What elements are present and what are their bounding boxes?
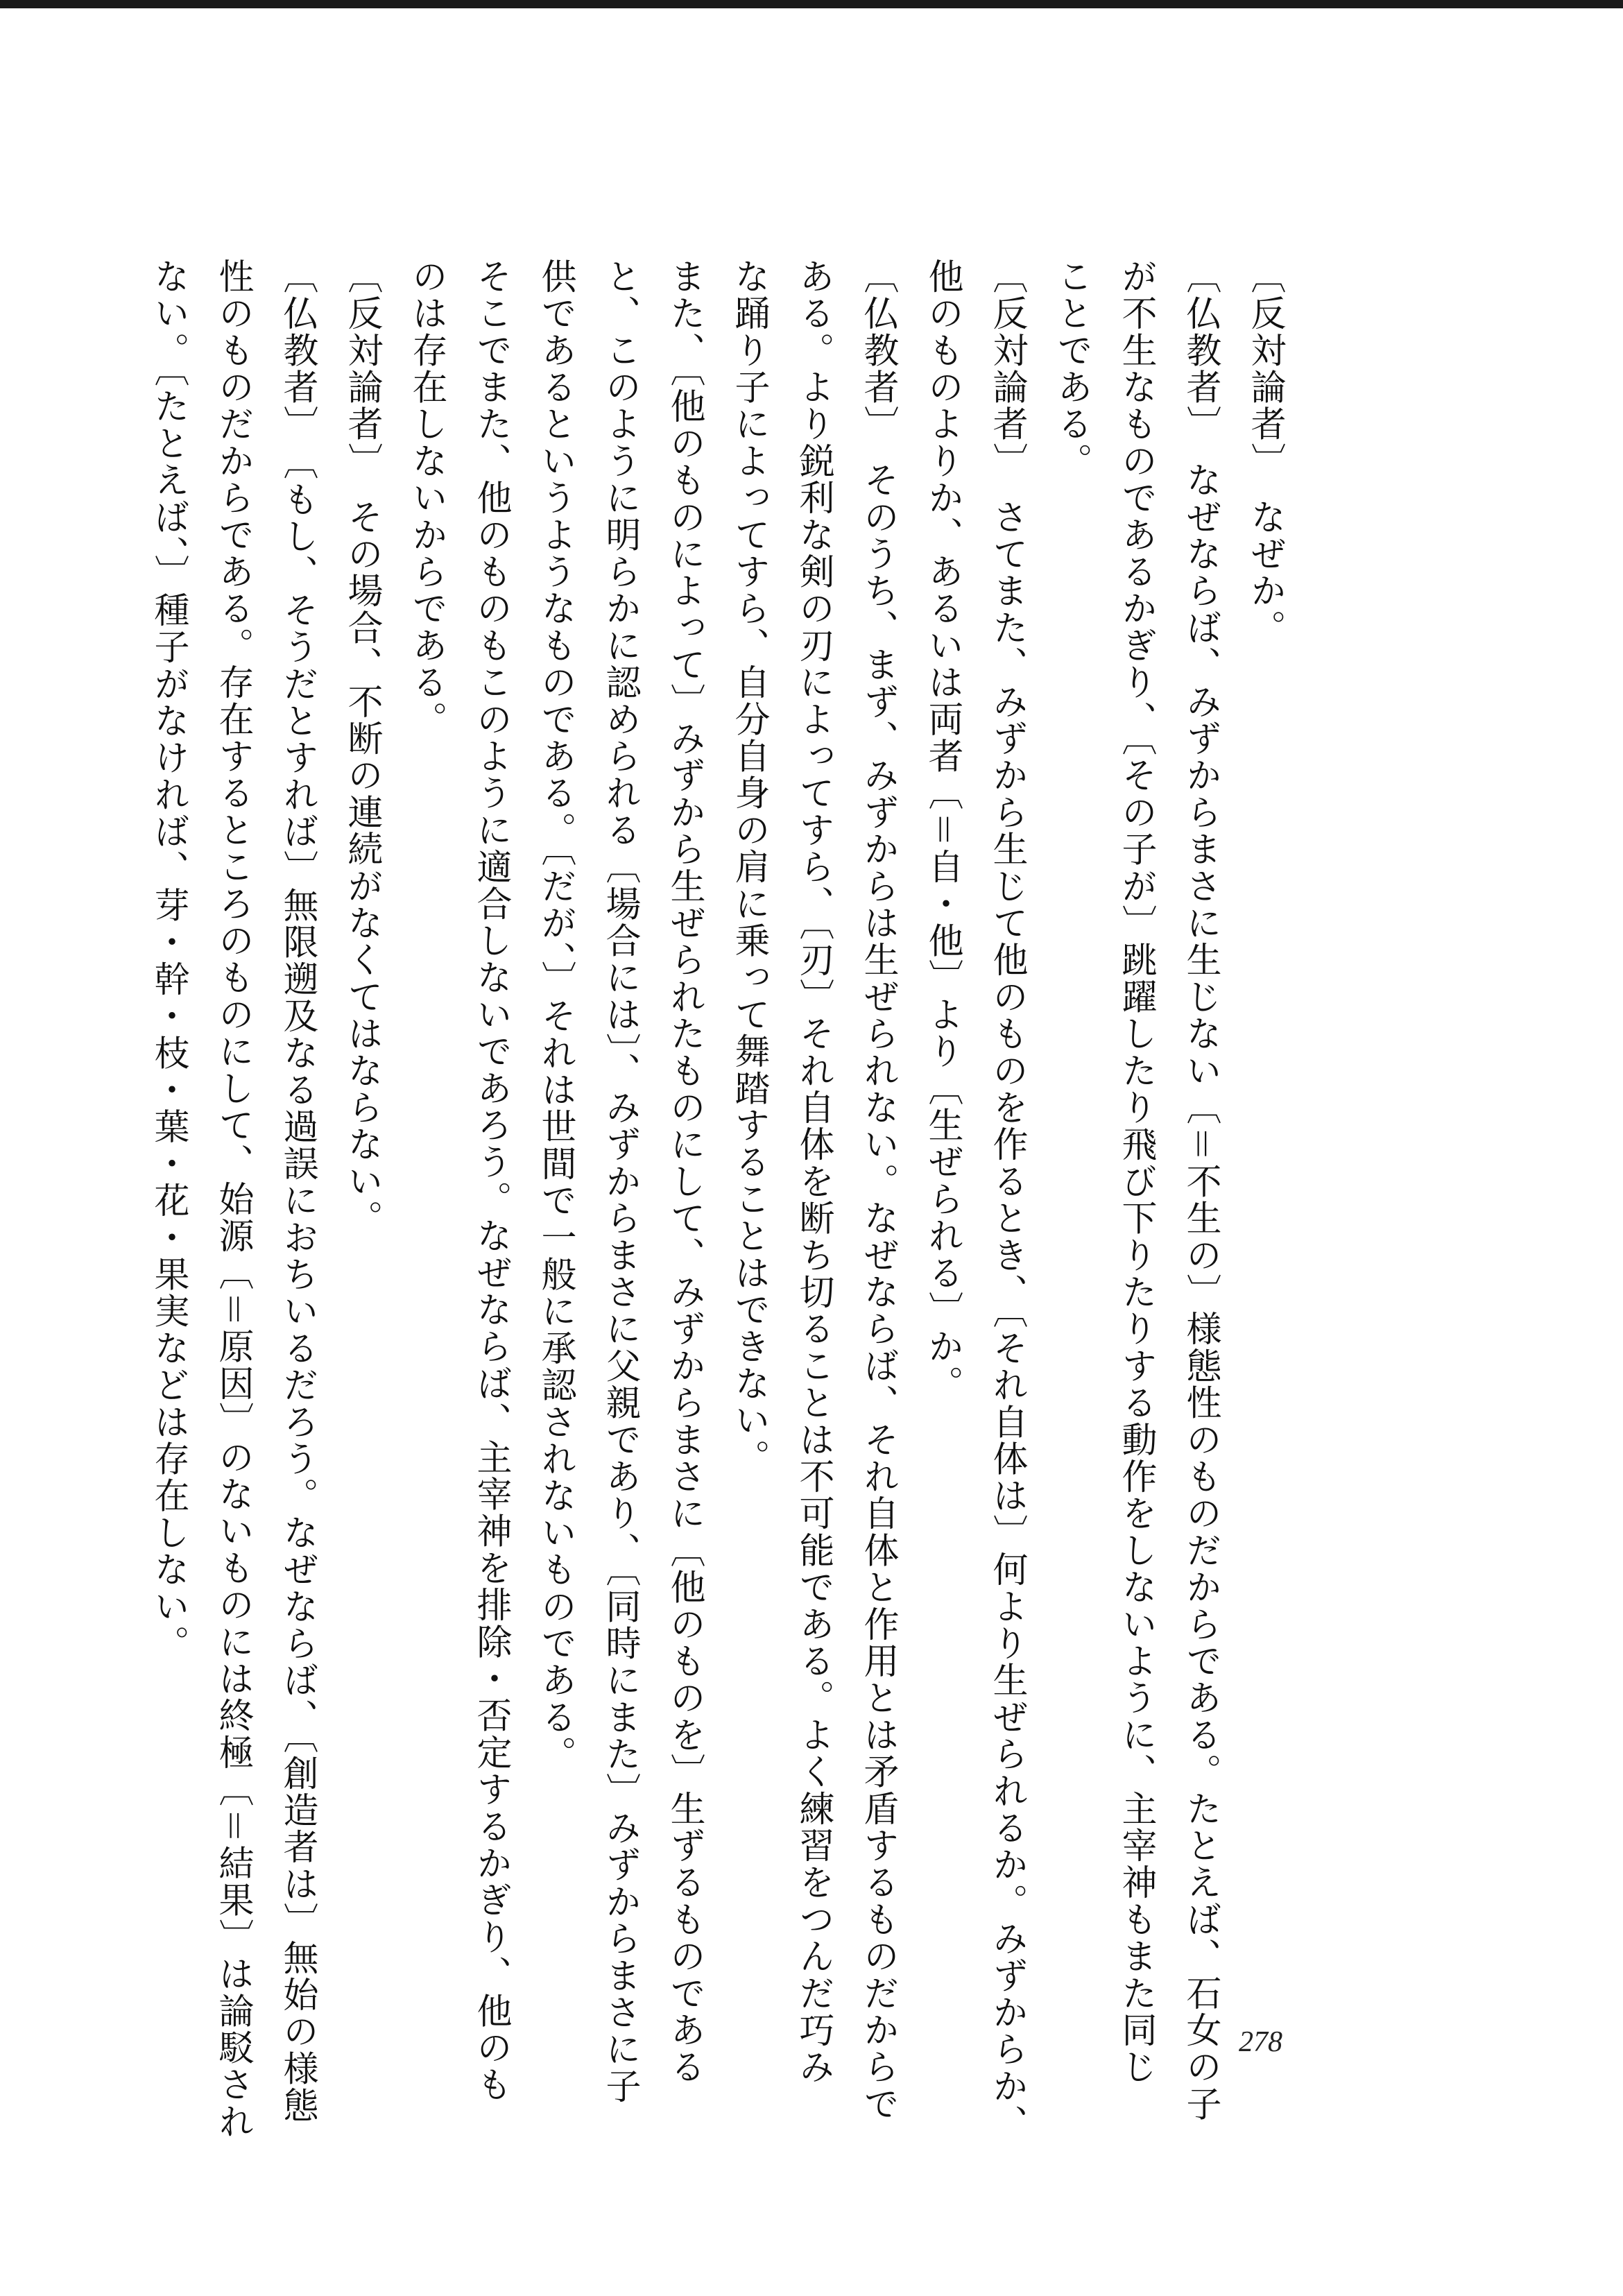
text-line: 性のものだからである。存在するところのものにして、始源〔＝原因〕のないものには終極〔＝結果〕は論駁され	[212, 258, 253, 2141]
text-line: 〔反対論者〕 さてまた、みずから生じて他のものを作るとき、〔それ自体は〕何より生ぜられるか。みずからか、	[986, 258, 1027, 2142]
text-line: 他のものよりか、あるいは両者〔＝自・他〕より〔生ぜられる〕か。	[922, 258, 963, 1403]
text-line: 供であるというようなものである。〔だが、〕それは世間で一般に承認されないものである。	[535, 258, 576, 1773]
text-line: 〔仏教者〕 〔もし、そうだとすれば〕無限遡及なる過誤におちいるだろう。なぜならば、〔創造者は〕無始の様態	[277, 258, 318, 2124]
text-line: ある。より鋭利な剣の刃によってすら、〔刃〕それ自体を断ち切ることは不可能である。よく練習をつんだ巧み	[793, 258, 834, 2086]
text-line: また、〔他のものによって〕みずから生ぜられたものにして、みずからまさに〔他のものを〕生ずるものである	[664, 258, 705, 2086]
body-text	[148, 258, 1297, 2142]
text-line: のは存在しないからである。	[406, 258, 447, 738]
text-line: ない。〔たとえば、〕種子がなければ、芽・幹・枝・葉・花・果実などは存在しない。	[148, 258, 189, 1662]
text-line: そこでまた、他のものもこのように適合しないであろう。なぜならば、主宰神を排除・否定するかぎり、他のも	[470, 258, 511, 2103]
page-number: 278	[1239, 2026, 1282, 2058]
text-line: な踊り子によってすら、自分自身の肩に乗って舞踏することはできない。	[728, 258, 769, 1476]
text-line: 〔反対論者〕 なぜか。	[1244, 258, 1285, 646]
text-line: 〔反対論者〕 その場合、不断の連続がなくてはならない。	[341, 258, 382, 1237]
text-line: が不生なものであるかぎり、〔その子が〕跳躍したり飛び下りたりする動作をしないように、主宰神もまた同じ	[1115, 258, 1156, 2086]
text-line: 〔仏教者〕 そのうち、まず、みずからは生ぜられない。なぜならば、それ自体と作用とは矛盾するものだからで	[857, 258, 898, 2123]
text-line: と、このように明らかに認められる〔場合には〕、みずからまさに父親であり、〔同時にまた〕みずからまさに子	[599, 258, 640, 2105]
text-line: ことである。	[1051, 258, 1092, 480]
text-line: 〔仏教者〕 なぜならば、みずからまさに生じない〔＝不生の〕様態性のものだからである。たとえば、石女の子	[1180, 258, 1221, 2123]
top-border-rule	[0, 0, 1623, 8]
